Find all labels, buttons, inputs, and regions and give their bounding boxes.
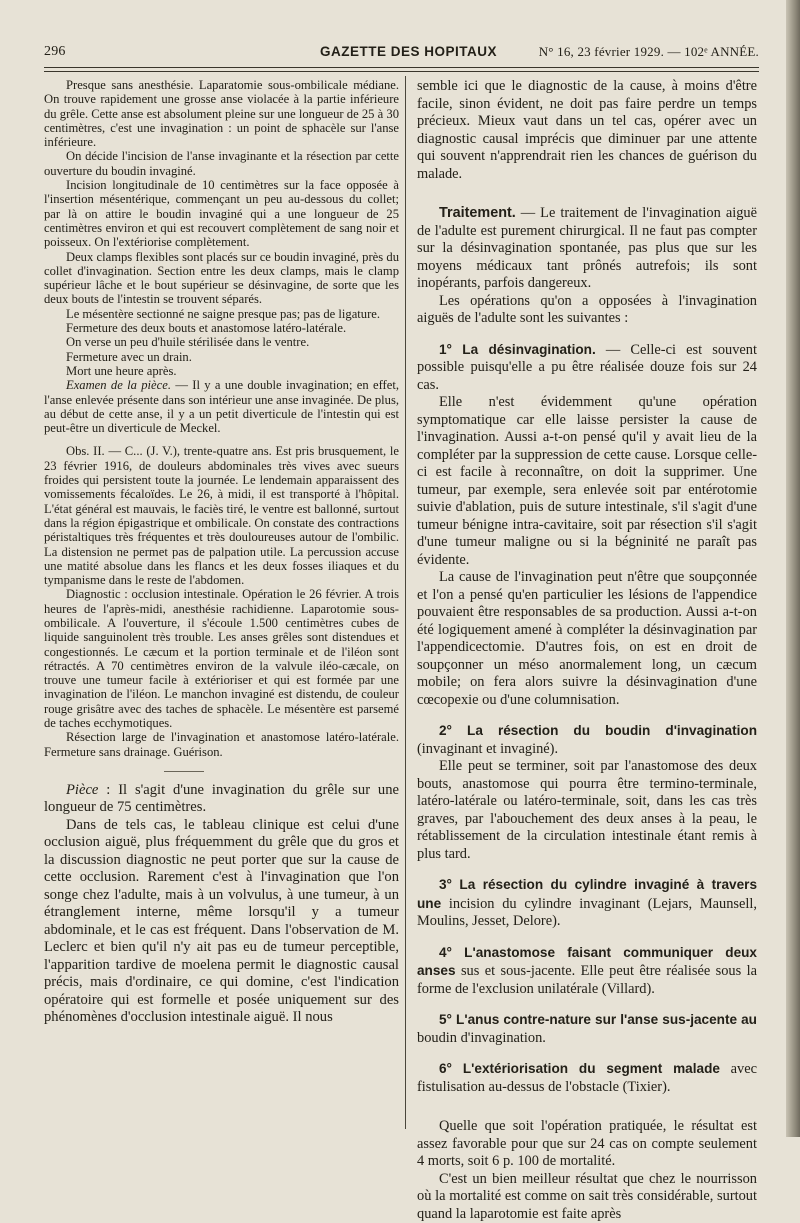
- paragraph: Quelle que soit l'opération pratiquée, le résultat est assez favorable pour que sur 24 cas on compte seulement 4 morts, soit 6 p. 100 de mortalité.: [417, 1118, 757, 1171]
- paragraph: Résection large de l'invagination et anastomose latéro-latérale. Fermeture sans drainage. Guérison.: [44, 730, 399, 759]
- subsection-heading: 1° La désinvagination.: [439, 342, 596, 357]
- book-spine-edge: [786, 0, 800, 1137]
- paragraph: Deux clamps flexibles sont placés sur ce boudin invaginé, près du collet d'invagination. Section entre les deux clamps, mais le clamp supérieur lâche et le bout supérieur se désinvagine, de sorte que les deux bouts de l'intestin se trouvent séparés.: [44, 250, 399, 307]
- subsection-heading: 4° L'anastomose faisant communiquer deux anses: [417, 945, 757, 979]
- subsection-heading: 2° La résection du boudin d'invagination: [439, 723, 757, 738]
- paragraph: Incision longitudinale de 10 centimètres sur la face opposée à l'insertion mésentérique, commençant un peu au-dessous du collet; par là on attire le boudin invaginé qui a une longueur de 25 centimètres environ et qui est recouvert complètement de sang noir et poisseux. On l'extériorise complètement.: [44, 178, 399, 249]
- header-rule-bottom: [44, 71, 759, 72]
- paragraph: 5° L'anus contre-nature sur l'anse sus-jacente au boudin d'invagination.: [417, 1011, 757, 1047]
- paragraph: Traitement. — Le traitement de l'invagination aiguë de l'adulte est purement chirurgical. Il ne faut pas compter sur la désinvagination spontanée, pas plus que sur les moyens médicaux tant prônés autrefois; ils sont inopérants, parfois dangereux.: [417, 205, 757, 293]
- issue-info: N° 16, 23 février 1929. — 102ᵉ ANNÉE.: [539, 44, 759, 60]
- right-column: [417, 78, 757, 1223]
- paragraph: semble ici que le diagnostic de la cause, à moins d'être facile, sinon évident, ne doit pas faire perdre un temps précieux. Mieux vaut dans un tel cas, opérer avec un diagnostic causal imprécis que diminuer par une attente qui souvent n'apprendrait rien les chances de guérison du malade.: [417, 78, 757, 183]
- specimen-label: Examen de la pièce.: [66, 378, 171, 392]
- left-column: [44, 78, 399, 1027]
- paragraph: Les opérations qu'on a opposées à l'invagination aiguës de l'adulte sont les suivantes :: [417, 293, 757, 328]
- paragraph: Le mésentère sectionné ne saigne presque pas; pas de ligature.: [44, 307, 399, 321]
- subsection-heading: 3° La résection du cylindre invaginé à travers une: [417, 877, 757, 911]
- paragraph: 2° La résection du boudin d'invagination (invaginant et invaginé).: [417, 722, 757, 758]
- subsection-heading: 6° L'extériorisation du segment malade: [439, 1061, 720, 1076]
- paragraph: Fermeture des deux bouts et anastomose latéro-latérale.: [44, 321, 399, 335]
- paragraph: 1° La désinvagination. — Celle-ci est souvent possible puisqu'elle a pu être réalisée douze fois sur 24 cas.: [417, 341, 757, 395]
- paragraph: On verse un peu d'huile stérilisée dans le ventre.: [44, 335, 399, 349]
- header-rule-top: [44, 67, 759, 68]
- paragraph: Elle n'est évidemment qu'une opération symptomatique car elle laisse persister la cause de l'invagination. Aussi a-t-on pensé qu'il y avait lieu de la compléter par la suppression de cette cause. Lorsque celle-ci est facile à reconnaître, on doit la supprimer. Une tumeur, par exemple, sera enlevée soit par entérotomie suivie d'ablation, puis de suture intestinale, s'il s'agit d'une tumeur bénigne intra-cavitaire, soit par résection s'il s'agit d'une tumeur maligne ou si la bégninité ne paraît pas évidente.: [417, 394, 757, 569]
- paragraph: On décide l'incision de l'anse invaginante et la résection par cette ouverture du boudin invaginé.: [44, 149, 399, 178]
- paragraph: Dans de tels cas, le tableau clinique est celui d'une occlusion aiguë, plus fréquemment du grêle que du gros et la discussion diagnostic ne peut porter que sur la cause de cette occlusion. Rarement c'est à l'invagination que l'on songe chez l'adulte, mais à un volvulus, à une tumeur, à un étranglement interne, même lorsqu'il y a tumeur abdominale, et le cas est fréquent. Dans l'observation de M. Leclerc et bien qu'il n'y ait pas eu de tumeur perceptible, l'apparition tardive de moelena permit le diagnostic causal précis, mais d'ordinaire, ce qui domine, c'est l'indication opératoire qui est formelle et posée uniquement sur des phénomènes d'occlusion intestinale aiguë. Il nous: [44, 817, 399, 1027]
- paragraph: Diagnostic : occlusion intestinale. Opération le 26 février. A trois heures de l'après-midi, anesthésie rachidienne. Laparotomie sous-ombilicale. A l'ouverture, il s'écoule 1.500 centimètres cubes de liquide sanguinolent très trouble. Les anses grêles sont distendues et congestionnés. Le cæcum et la portion terminale et de l'iléon sont rétractés. A 70 centimètres environ de la valvule iléo-cæcale, on trouve une tumeur facile à extérioriser et qui est formée par une invagination de l'iléon. Le manchon invaginé est distendu, de couleur rouge grisâtre avec des taches de sphacèle. Le mésentère est parsemé de taches ecchymotiques.: [44, 587, 399, 730]
- paragraph: Pièce : Il s'agit d'une invagination du grêle sur une longueur de 75 centimètres.: [44, 782, 399, 817]
- paragraph: 4° L'anastomose faisant communiquer deux anses sus et sous-jacente. Elle peut être réalisée sous la forme de l'exclusion unilatérale (Villard).: [417, 944, 757, 999]
- paragraph: Fermeture avec un drain.: [44, 350, 399, 364]
- paragraph: 6° L'extériorisation du segment malade avec fistulisation au-dessus de l'obstacle (Tixier).: [417, 1060, 757, 1096]
- column-divider: [405, 76, 406, 1129]
- section-heading: Traitement.: [439, 205, 516, 221]
- paragraph: La cause de l'invagination peut n'être que soupçonnée et l'on a pensé qu'en particulier les lésions de l'appendice pouvaient être responsables de sa production. Aussi a-t-on été logiquement amené à compléter la désinvagination par l'appendicectomie. D'autres fois, on est en droit de soupçonner un méso anormalement long, un cæcum mobile; on fera alors suivre la désinvagination d'une cœcopexie ou d'une columnisation.: [417, 569, 757, 709]
- running-header: [44, 44, 759, 64]
- paragraph: Elle peut se terminer, soit par l'anastomose des deux bouts, anastomose qui pourra être termino-terminale, latéro-latérale ou latéro-terminale, soit, dans les cas très graves, par l'abouchement des deux anses à la peau, le rétablissement de la circulation intestinale étant remis à plus tard.: [417, 758, 757, 863]
- page-number: 296: [44, 44, 66, 60]
- observation-paragraph: Obs. II. — C... (J. V.), trente-quatre ans. Est pris brusquement, le 23 février 1916, de douleurs abdominales très vives avec sueurs froides qui persistent toute la journée. Le lendemain apparaissent des vomissements fécaloïdes. Le 26, à midi, il est transporté à l'hôpital. L'état général est mauvais, le faciès tiré, le ventre est ballonné, surtout dans la région épigastrique et ombilicale. On constate des contractions péristaltiques très fréquentes et très douloureuses autour de l'ombilic. La distension ne permet pas de palpation utile. La percussion accuse une matité absolue dans les flancs et les deux fosses iliaques et du tympanisme dans le reste de l'abdomen.: [44, 444, 399, 587]
- paragraph: Examen de la pièce. — Il y a une double invagination; en effet, l'anse enlevée présente dans son intérieur une anse invaginée. De plus, au début de cette anse, il y a un petit diverticule de l'intestin qui est peut-être un diverticule de Meckel.: [44, 378, 399, 435]
- paragraph: C'est un bien meilleur résultat que chez le nourrisson où la mortalité est comme on sait très considérable, surtout quand la laparotomie est faite après: [417, 1171, 757, 1223]
- paragraph: Presque sans anesthésie. Laparatomie sous-ombilicale médiane. On trouve rapidement une grosse anse violacée à la partie inférieure du grêle. Cette anse est absolument pleine sur une longueur de 25 à 30 centimètres, c'est une invagination : un point de sphacèle sur l'anse inférieure.: [44, 78, 399, 149]
- section-separator: [164, 771, 204, 772]
- paragraph: Mort une heure après.: [44, 364, 399, 378]
- subsection-heading: 5° L'anus contre-nature sur l'anse sus-jacente au: [439, 1012, 757, 1027]
- journal-title: GAZETTE DES HOPITAUX: [320, 44, 497, 59]
- paragraph: 3° La résection du cylindre invaginé à travers une incision du cylindre invaginant (Lejars, Maunsell, Moulins, Jesset, Delore).: [417, 876, 757, 931]
- specimen-label: Pièce: [66, 782, 98, 798]
